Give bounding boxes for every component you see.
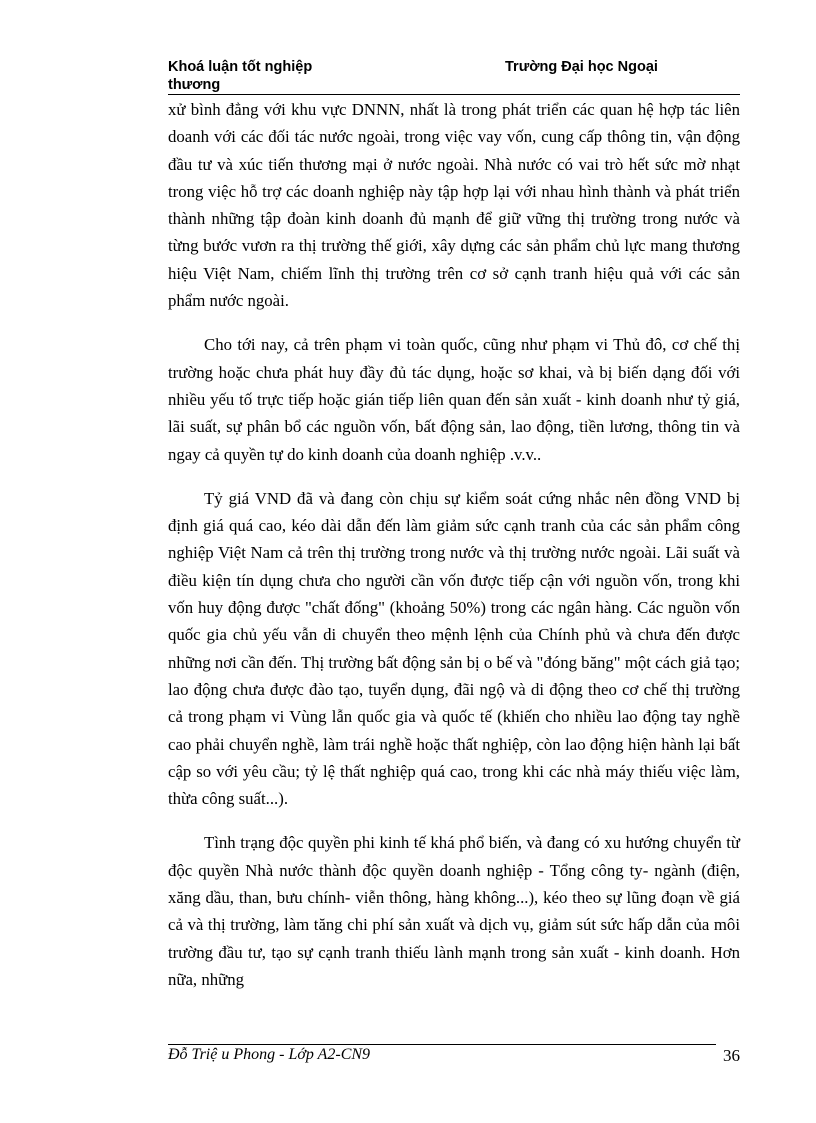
paragraph-2: Cho tới nay, cả trên phạm vi toàn quốc, cũng như phạm vi Thủ đô, cơ chế thị trường hoặc chưa phát huy đầy đủ tác dụng, hoặc sơ khai, và bị biến dạng đối với nhiều yếu tố trực tiếp hoặc gián tiếp liên quan đến sản xuất - kinh doanh như tỷ giá, lãi suất, sự phân bổ các nguồn vốn, bất động sản, lao động, tiền lương, thông tin và ngay cả quyền tự do kinh doanh của doanh nghiệp .v.v.. <box>168 335 740 464</box>
header-university-label: Trường Đại học Ngoại <box>505 59 658 75</box>
page-number: 36 <box>723 1046 740 1065</box>
page-footer <box>168 1046 740 1068</box>
header-thesis-label: Khoá luận tốt nghiệp thương <box>168 59 313 93</box>
paragraph-1: xử bình đẳng với khu vực DNNN, nhất là trong phát triển các quan hệ hợp tác liên doanh với các đối tác nước ngoài, trong việc vay vốn, cung cấp thông tin, vận động đầu tư và xúc tiến thương mại ở nước ngoài. Nhà nước có vai trò hết sức mờ nhạt trong việc hỗ trợ các doanh nghiệp này tập hợp lại với nhau hình thành và phát triển thành những tập đoàn kinh doanh đủ mạnh để giữ vững thị trường trong nước và từng bước vươn ra thị trường thế giới, xây dựng các sản phẩm chủ lực mang thương hiệu Việt Nam, chiếm lĩnh thị trường trên cơ sở cạnh tranh hiệu quả với các sản phẩm nước ngoài. <box>168 100 740 311</box>
paragraph-3: Tỷ giá VND đã và đang còn chịu sự kiểm soát cứng nhắc nên đồng VND bị định giá quá cao, kéo dài dẫn đến làm giảm sức cạnh tranh của các sản phẩm công nghiệp Việt Nam cả trên thị trường trong nước và thị trường nước ngoài. Lãi suất và điều kiện tín dụng chưa cho người cần vốn được tiếp cận với nguồn vốn, trong khi vốn huy động được "chất đống" (khoảng 50%) trong các ngân hàng. Các nguồn vốn quốc gia chủ yếu vẫn di chuyển theo mệnh lệnh của Chính phủ và chưa đến được những nơi cần đến. Thị trường bất động sản bị o bế và "đóng băng" một cách giả tạo; lao động chưa được đào tạo, tuyển dụng, đãi ngộ và di động theo cơ chế thị trường cả trong phạm vi Vùng lẫn quốc gia và quốc tế (khiến cho nhiều lao động tay nghề cao phải chuyển nghề, làm trái nghề hoặc thất nghiệp, còn lao động hiện hành lại bất cập so với yêu cầu; tỷ lệ thất nghiệp quá cao, trong khi các nhà máy thiếu việc làm, thừa công suất...). <box>168 488 740 809</box>
page-body <box>168 96 740 1010</box>
paragraph-4: Tình trạng độc quyền phi kinh tế khá phổ biến, và đang có xu hướng chuyển từ độc quyền Nhà nước thành độc quyền doanh nghiệp - Tổng công ty- ngành (điện, xăng dầu, than, bưu chính- viễn thông, hàng không...), kéo theo sự lũng đoạn về giá cả và thị trường, làm tăng chi phí sản xuất và dịch vụ, giảm sút sức hấp dẫn của môi trường đầu tư, tạo sự cạnh tranh thiếu lành mạnh trong sản xuất - kinh doanh. Hơn nữa, những <box>168 833 740 989</box>
footer-divider <box>168 1044 716 1045</box>
footer-author: Đỗ Triệ u Phong - Lớp A2-CN9 <box>168 1046 371 1063</box>
header-divider <box>168 94 740 95</box>
